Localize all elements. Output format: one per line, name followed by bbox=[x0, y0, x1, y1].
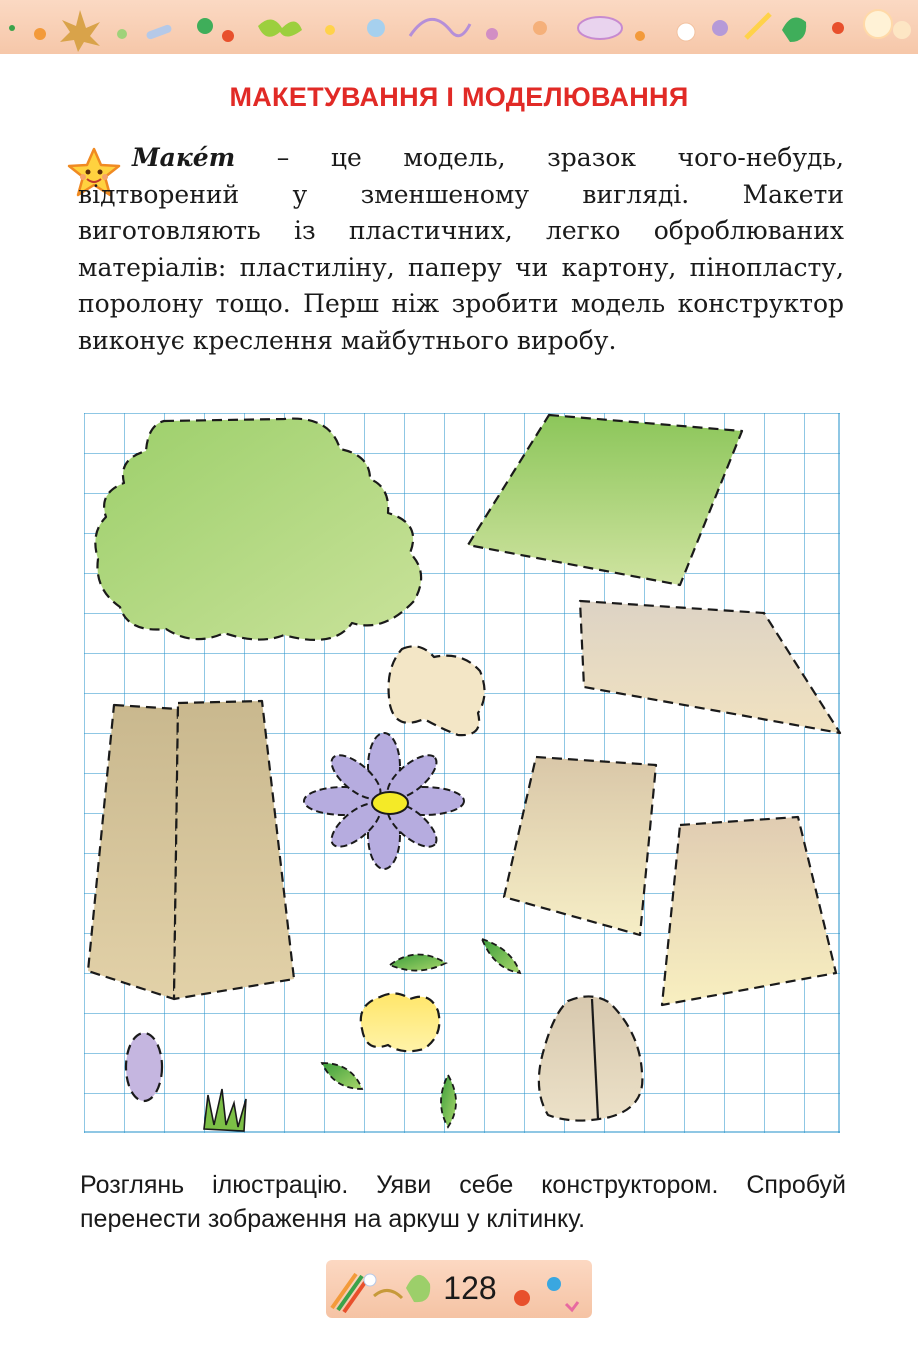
page-number: 128 bbox=[443, 1270, 497, 1306]
banner-ornaments bbox=[0, 0, 918, 54]
grid-illustration bbox=[84, 413, 844, 1140]
apple-shape bbox=[361, 993, 440, 1051]
task-text: Розглянь ілюстрацію. Уяви себе конструктором. Спробуй перенести зображення на аркуш у клітинку. bbox=[80, 1171, 846, 1233]
definition-paragraph bbox=[78, 140, 844, 359]
grid-drawing bbox=[84, 413, 844, 1135]
page-title: МАКЕТУВАННЯ І МОДЕЛЮВАННЯ bbox=[229, 82, 689, 112]
top-decorative-banner bbox=[0, 0, 918, 54]
oval-shape bbox=[126, 1033, 162, 1101]
task-caption bbox=[80, 1168, 846, 1236]
term-maket: Макéт bbox=[132, 143, 236, 172]
page-footer bbox=[326, 1260, 592, 1318]
definition-text: – це модель, зразок чого-небудь, відтворений у зменшеному вигляді. Макети виготовляють із пластичних, легко оброблюваних матеріалів: пластиліну, паперу чи картону, пінопласту, поролону тощо. Перш ніж зробити модель конструктор виконує креслення майбутнього виробу. bbox=[78, 143, 844, 355]
